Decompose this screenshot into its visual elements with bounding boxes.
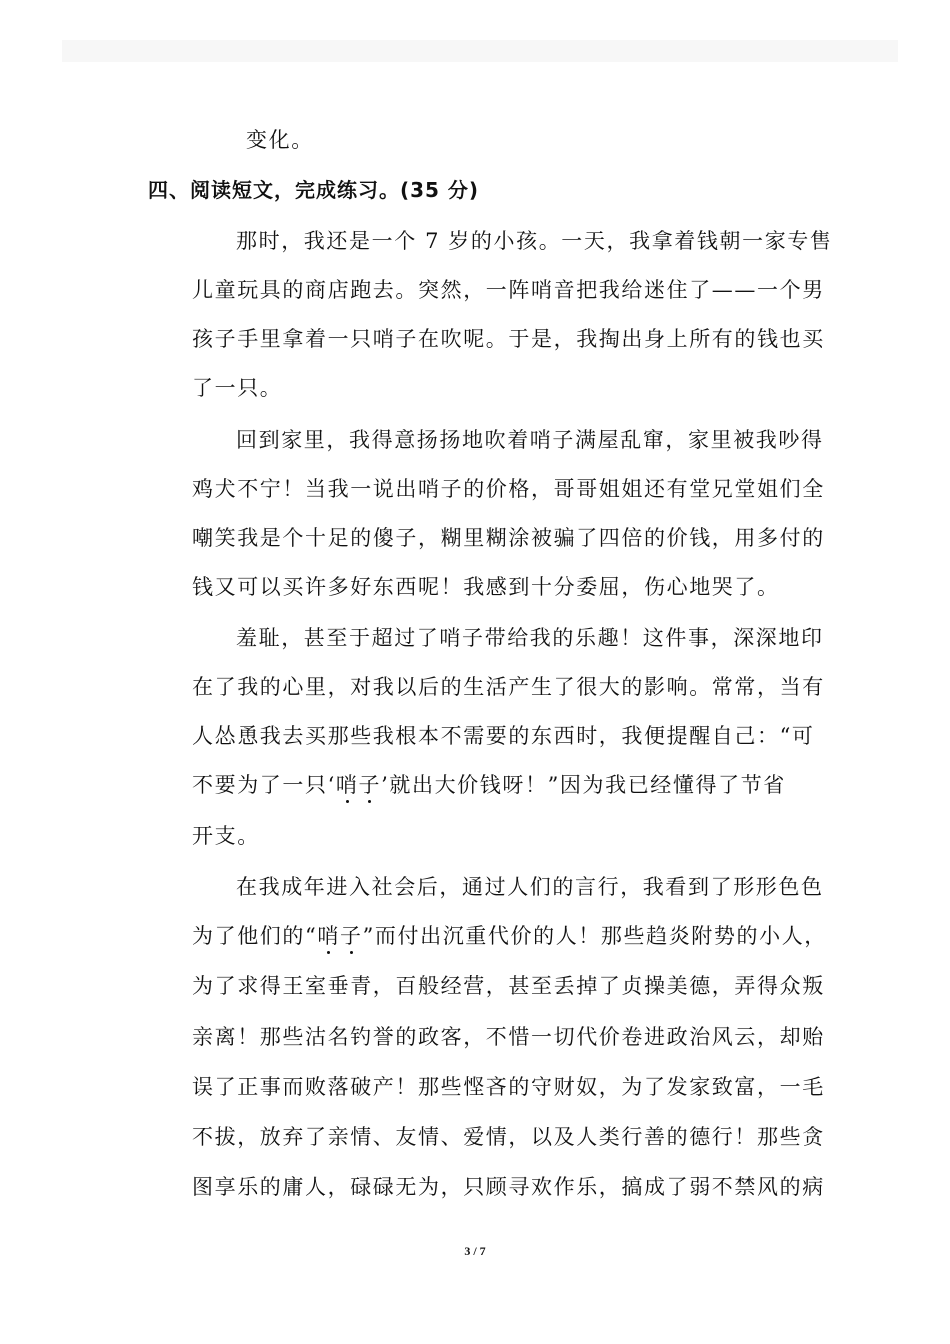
paragraph-3-line-3: 人怂恿我去买那些我根本不需要的东西时，我便提醒自己：“可 [192,724,815,748]
page-number: 3 / 7 [464,1244,486,1258]
paragraph-4-line-4: 亲离！那些沽名钓誉的政客，不惜一切代价卷进政治风云，却贻 [192,1025,825,1049]
paragraph-3-quote-line [192,771,786,799]
section-heading: 四、阅读短文，完成练习。(35 分) [148,178,480,202]
previous-section-tail: 变化。 [246,128,314,152]
paragraph-4-line-6: 不拔，放弃了亲情、友情、爱情，以及人类行善的德行！那些贪 [192,1125,825,1149]
paragraph-1-line-1: 那时，我还是一个 7 岁的小孩。一天，我拿着钱朝一家专售 [236,229,833,253]
paragraph-4-line-7: 图享乐的庸人，碌碌无为，只顾寻欢作乐，搞成了弱不禁风的病 [192,1175,825,1199]
paragraph-4-line-1: 在我成年进入社会后，通过人们的言行，我看到了形形色色 [236,875,824,899]
emphasis-char-zi: 子 [339,924,363,948]
paragraph-2-line-2: 鸡犬不宁！当我一说出哨子的价格，哥哥姐姐还有堂兄堂姐们全 [192,477,825,501]
paragraph-1-line-4: 了一只。 [192,376,283,400]
paragraph-3-line-1: 羞耻，甚至于超过了哨子带给我的乐趣！这件事，深深地印 [236,626,824,650]
quote-text-after: ’就出大价钱呀！”因为我已经懂得了节省 [381,773,786,797]
header-band [62,40,898,62]
paragraph-3-last-line: 开支。 [192,824,260,848]
paragraph-1-line-3: 孩子手里拿着一只哨子在吹呢。于是，我掏出身上所有的钱也买 [192,327,825,351]
emphasis-char-zi: 子 [358,773,382,797]
quote-text-before: 为了他们的“ [192,924,318,948]
paragraph-2-line-4: 钱又可以买许多好东西呢！我感到十分委屈，伤心地哭了。 [192,575,780,599]
quote-text-before: 不要为了一只‘ [192,773,336,797]
emphasis-char-shao: 哨 [335,773,359,797]
paragraph-3-line-2: 在了我的心里，对我以后的生活产生了很大的影响。常常，当有 [192,675,825,699]
paragraph-1-line-2: 儿童玩具的商店跑去。突然，一阵哨音把我给迷住了——一个男 [192,278,825,302]
paragraph-2-line-1: 回到家里，我得意扬扬地吹着哨子满屋乱窜，家里被我吵得 [236,428,824,452]
paragraph-4-quote-line [192,922,827,950]
paragraph-2-line-3: 嘲笑我是个十足的傻子，糊里糊涂被骗了四倍的价钱，用多付的 [192,526,825,550]
emphasis-char-shao: 哨 [317,924,340,948]
paragraph-4-line-3: 为了求得王室垂青，百般经营，甚至丢掉了贞操美德，弄得众叛 [192,974,825,998]
quote-text-after: ”而付出沉重代价的人！那些趋炎附势的小人， [362,924,827,948]
paragraph-4-line-5: 误了正事而败落破产！那些悭吝的守财奴，为了发家致富，一毛 [192,1075,825,1099]
